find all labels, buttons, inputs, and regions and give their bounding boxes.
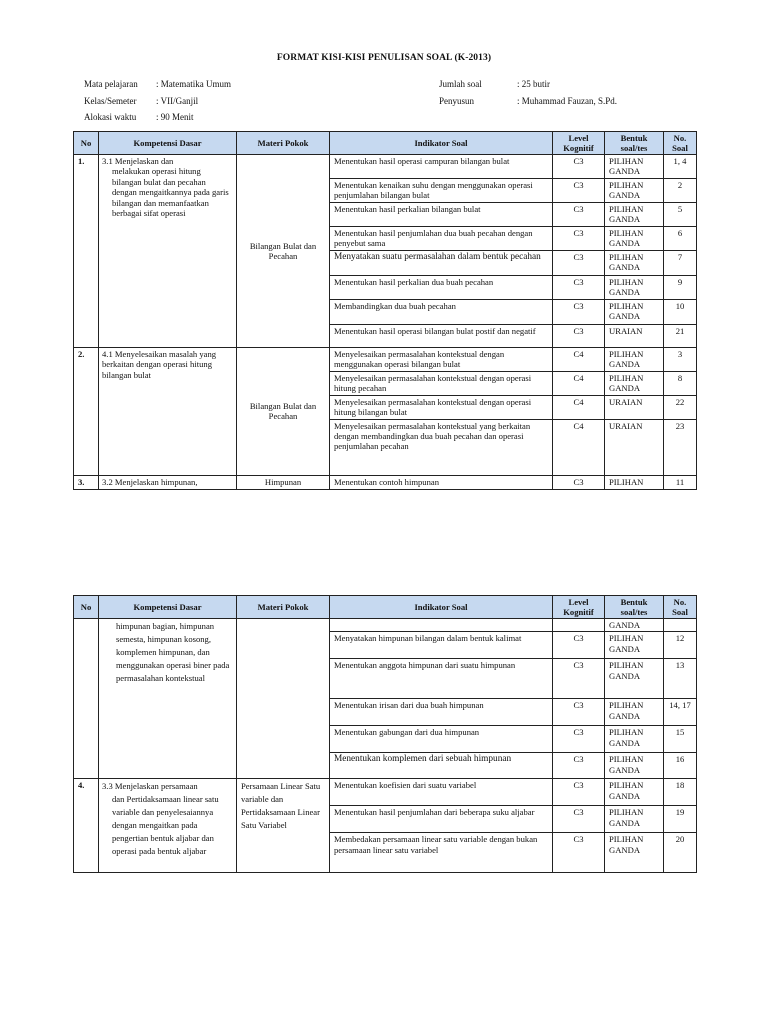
- level-cell: C3: [553, 726, 605, 753]
- indikator-cell: Menentukan kenaikan suhu dengan menggunakan operasi penjumlahan bilangan bulat: [330, 179, 553, 203]
- kelas-value: : VII/Ganjil: [156, 96, 199, 106]
- header-bentuk-line2: soal/tes: [620, 143, 648, 153]
- header-nosoal-line1: No.: [673, 133, 687, 143]
- header-level-line2: Kognitif: [563, 607, 594, 617]
- bentuk-cell: PILIHAN GANDA: [605, 699, 664, 726]
- bentuk-cell: URAIAN: [605, 419, 664, 475]
- indikator-cell: Menentukan hasil operasi campuran bilangan bulat: [330, 155, 553, 179]
- kd-line-first: 3.3 Menjelaskan persamaan: [102, 781, 198, 792]
- header-no: No: [74, 132, 99, 155]
- bentuk-cell: URAIAN: [605, 324, 664, 347]
- bentuk-cell: PILIHAN GANDA: [605, 226, 664, 250]
- kisi-table-page2: [73, 595, 697, 873]
- header-no-soal: [664, 596, 697, 619]
- nosoal-cell: 12: [664, 632, 697, 659]
- bentuk-cell: GANDA: [605, 619, 664, 632]
- kompetensi-dasar-cell: [99, 619, 237, 779]
- kd-line-rest: dan Pertidaksamaan linear satu variable dan penyelesaiannya dengan mengaitkan pada pengertian bentuk aljabar dan operasi pada bentuk aljabar: [112, 794, 219, 857]
- indikator-cell: Menentukan koefisien dari suatu variabel: [330, 779, 553, 806]
- nosoal-cell: [664, 619, 697, 632]
- header-materi-pokok: Materi Pokok: [237, 596, 330, 619]
- indikator-cell: Menyatakan suatu permasalahan dalam bentuk pecahan: [330, 250, 553, 275]
- bentuk-cell: PILIHAN GANDA: [605, 632, 664, 659]
- bentuk-cell: PILIHAN GANDA: [605, 371, 664, 395]
- penyusun-value: : Muhammad Fauzan, S.Pd.: [517, 96, 617, 106]
- level-cell: C3: [553, 250, 605, 275]
- kisi-table-page1: [73, 131, 697, 490]
- header-level-kognitif: [553, 132, 605, 155]
- nosoal-cell: 2: [664, 179, 697, 203]
- indikator-cell: Menentukan irisan dari dua buah himpunan: [330, 699, 553, 726]
- nosoal-cell: 23: [664, 419, 697, 475]
- indikator-cell: Menyelesaikan permasalahan kontekstual yang berkaitan dengan membandingkan dua buah pecahan dan operasi penjumlahan pecahan: [330, 419, 553, 475]
- header-indikator-soal: Indikator Soal: [330, 132, 553, 155]
- level-cell: C4: [553, 419, 605, 475]
- indikator-cell: Membedakan persamaan linear satu variable dengan bukan persamaan linear satu variabel: [330, 833, 553, 873]
- indikator-cell: Menentukan hasil operasi bilangan bulat postif dan negatif: [330, 324, 553, 347]
- kd-line-first: 3.1 Menjelaskan dan: [102, 156, 174, 166]
- info-right: [439, 78, 699, 112]
- alokasi-label: Alokasi waktu: [84, 112, 137, 122]
- indikator-cell: Menyelesaikan permasalahan kontekstual dengan operasi hitung pecahan: [330, 371, 553, 395]
- level-cell: C4: [553, 371, 605, 395]
- indikator-cell: Menentukan hasil penjumlahan dari beberapa suku aljabar: [330, 806, 553, 833]
- materi-pokok-cell: [237, 619, 330, 779]
- nosoal-cell: 14, 17: [664, 699, 697, 726]
- indikator-cell: Menyelesaikan permasalahan kontekstual dengan operasi hitung bilangan bulat: [330, 395, 553, 419]
- header-bentuk-line2: soal/tes: [620, 607, 648, 617]
- level-cell: C4: [553, 395, 605, 419]
- level-cell: C3: [553, 806, 605, 833]
- indikator-cell: Menentukan contoh himpunan: [330, 475, 553, 489]
- jumlah-value: : 25 butir: [517, 79, 550, 89]
- bentuk-cell: PILIHAN GANDA: [605, 726, 664, 753]
- row-number: 4.: [74, 779, 99, 873]
- alokasi-value: : 90 Menit: [156, 112, 194, 122]
- header-no: No: [74, 596, 99, 619]
- header-bentuk-soal: [605, 596, 664, 619]
- level-cell: C3: [553, 699, 605, 726]
- bentuk-cell: PILIHAN GANDA: [605, 753, 664, 779]
- level-cell: C3: [553, 632, 605, 659]
- header-kompetensi-dasar: Kompetensi Dasar: [99, 596, 237, 619]
- indikator-cell: Menentukan gabungan dari dua himpunan: [330, 726, 553, 753]
- nosoal-cell: 7: [664, 250, 697, 275]
- level-cell: C3: [553, 659, 605, 699]
- kd-line-rest: melakukan operasi hitung bilangan bulat dan pecahan dengan mengaitkannya pada garis bilangan dan memanfaatkan berbagai sifat operasi: [112, 166, 229, 219]
- bentuk-cell: URAIAN: [605, 395, 664, 419]
- header-nosoal-line1: No.: [673, 597, 687, 607]
- document-title: FORMAT KISI-KISI PENULISAN SOAL (K-2013): [276, 53, 492, 63]
- header-bentuk-line1: Bentuk: [620, 597, 648, 607]
- nosoal-cell: 13: [664, 659, 697, 699]
- indikator-cell: Menyatakan himpunan bilangan dalam bentuk kalimat: [330, 632, 553, 659]
- level-cell: C3: [553, 833, 605, 873]
- level-cell: C4: [553, 347, 605, 371]
- jumlah-label: Jumlah soal: [439, 79, 482, 89]
- level-cell: C3: [553, 753, 605, 779]
- materi-pokok-cell: Bilangan Bulat dan Pecahan: [237, 347, 330, 475]
- table-row: [74, 155, 697, 179]
- header-nosoal-line2: Soal: [672, 607, 688, 617]
- level-cell: [553, 619, 605, 632]
- nosoal-cell: 1, 4: [664, 155, 697, 179]
- bentuk-cell: PILIHAN GANDA: [605, 833, 664, 873]
- kompetensi-dasar-cell: [99, 779, 237, 873]
- row-number: 3.: [74, 475, 99, 489]
- nosoal-cell: 18: [664, 779, 697, 806]
- table-row: [74, 475, 697, 489]
- mapel-value: : Matematika Umum: [156, 79, 231, 89]
- level-cell: C3: [553, 779, 605, 806]
- bentuk-cell: PILIHAN GANDA: [605, 299, 664, 324]
- kelas-label: Kelas/Semeter: [84, 96, 137, 106]
- bentuk-cell: PILIHAN GANDA: [605, 203, 664, 227]
- level-cell: C3: [553, 324, 605, 347]
- materi-pokok-cell: Bilangan Bulat dan Pecahan: [237, 155, 330, 348]
- header-no-soal: [664, 132, 697, 155]
- indikator-cell: [330, 619, 553, 632]
- bentuk-cell: PILIHAN GANDA: [605, 659, 664, 699]
- level-cell: C3: [553, 179, 605, 203]
- header-bentuk-line1: Bentuk: [620, 133, 648, 143]
- bentuk-cell: PILIHAN GANDA: [605, 250, 664, 275]
- nosoal-cell: 5: [664, 203, 697, 227]
- materi-pokok-cell: Persamaan Linear Satu variable dan Pertidaksamaan Linear Satu Variabel: [237, 779, 330, 873]
- level-cell: C3: [553, 275, 605, 299]
- row-number: 2.: [74, 347, 99, 475]
- nosoal-cell: 22: [664, 395, 697, 419]
- level-cell: C3: [553, 299, 605, 324]
- info-left: [84, 78, 404, 128]
- indikator-cell: Menentukan hasil perkalian dua buah pecahan: [330, 275, 553, 299]
- header-bentuk-soal: [605, 132, 664, 155]
- header-materi-pokok: Materi Pokok: [237, 132, 330, 155]
- indikator-cell: Membandingkan dua buah pecahan: [330, 299, 553, 324]
- table-row: [74, 619, 697, 632]
- nosoal-cell: 6: [664, 226, 697, 250]
- kompetensi-dasar-cell: 4.1 Menyelesaikan masalah yang berkaitan dengan operasi hitung bilangan bulat: [99, 347, 237, 475]
- indikator-cell: Menyelesaikan permasalahan kontekstual dengan menggunakan operasi bilangan bulat: [330, 347, 553, 371]
- nosoal-cell: 3: [664, 347, 697, 371]
- bentuk-cell: PILIHAN GANDA: [605, 779, 664, 806]
- kompetensi-dasar-cell: [99, 155, 237, 348]
- nosoal-cell: 19: [664, 806, 697, 833]
- header-level-line2: Kognitif: [563, 143, 594, 153]
- bentuk-cell: PILIHAN GANDA: [605, 806, 664, 833]
- indikator-cell: Menentukan anggota himpunan dari suatu himpunan: [330, 659, 553, 699]
- nosoal-cell: 20: [664, 833, 697, 873]
- bentuk-cell: PILIHAN: [605, 475, 664, 489]
- nosoal-cell: 8: [664, 371, 697, 395]
- table-row: [74, 779, 697, 806]
- header-level-line1: Level: [568, 597, 589, 607]
- row-number: 1.: [74, 155, 99, 348]
- bentuk-cell: PILIHAN GANDA: [605, 155, 664, 179]
- mapel-label: Mata pelajaran: [84, 79, 138, 89]
- indikator-cell: Menentukan hasil penjumlahan dua buah pecahan dengan penyebut sama: [330, 226, 553, 250]
- nosoal-cell: 11: [664, 475, 697, 489]
- materi-pokok-cell: Himpunan: [237, 475, 330, 489]
- table-header-row: [74, 596, 697, 619]
- bentuk-cell: PILIHAN GANDA: [605, 275, 664, 299]
- header-nosoal-line2: Soal: [672, 143, 688, 153]
- level-cell: C3: [553, 226, 605, 250]
- indikator-cell: Menentukan hasil perkalian bilangan bulat: [330, 203, 553, 227]
- bentuk-cell: PILIHAN GANDA: [605, 347, 664, 371]
- nosoal-cell: 10: [664, 299, 697, 324]
- table-header-row: [74, 132, 697, 155]
- kd-line-rest: himpunan bagian, himpunan semesta, himpunan kosong, komplemen himpunan, dan menggunakan operasi biner pada permasalahan kontekstual: [116, 621, 230, 683]
- level-cell: C3: [553, 475, 605, 489]
- penyusun-label: Penyusun: [439, 96, 475, 106]
- row-number: [74, 619, 99, 779]
- indikator-cell: Menentukan komplemen dari sebuah himpunan: [330, 753, 553, 779]
- level-cell: C3: [553, 155, 605, 179]
- level-cell: C3: [553, 203, 605, 227]
- nosoal-cell: 16: [664, 753, 697, 779]
- header-level-kognitif: [553, 596, 605, 619]
- header-indikator-soal: Indikator Soal: [330, 596, 553, 619]
- table-row: [74, 347, 697, 371]
- nosoal-cell: 15: [664, 726, 697, 753]
- bentuk-cell: PILIHAN GANDA: [605, 179, 664, 203]
- header-level-line1: Level: [568, 133, 589, 143]
- nosoal-cell: 21: [664, 324, 697, 347]
- nosoal-cell: 9: [664, 275, 697, 299]
- kompetensi-dasar-cell: 3.2 Menjelaskan himpunan,: [99, 475, 237, 489]
- header-kompetensi-dasar: Kompetensi Dasar: [99, 132, 237, 155]
